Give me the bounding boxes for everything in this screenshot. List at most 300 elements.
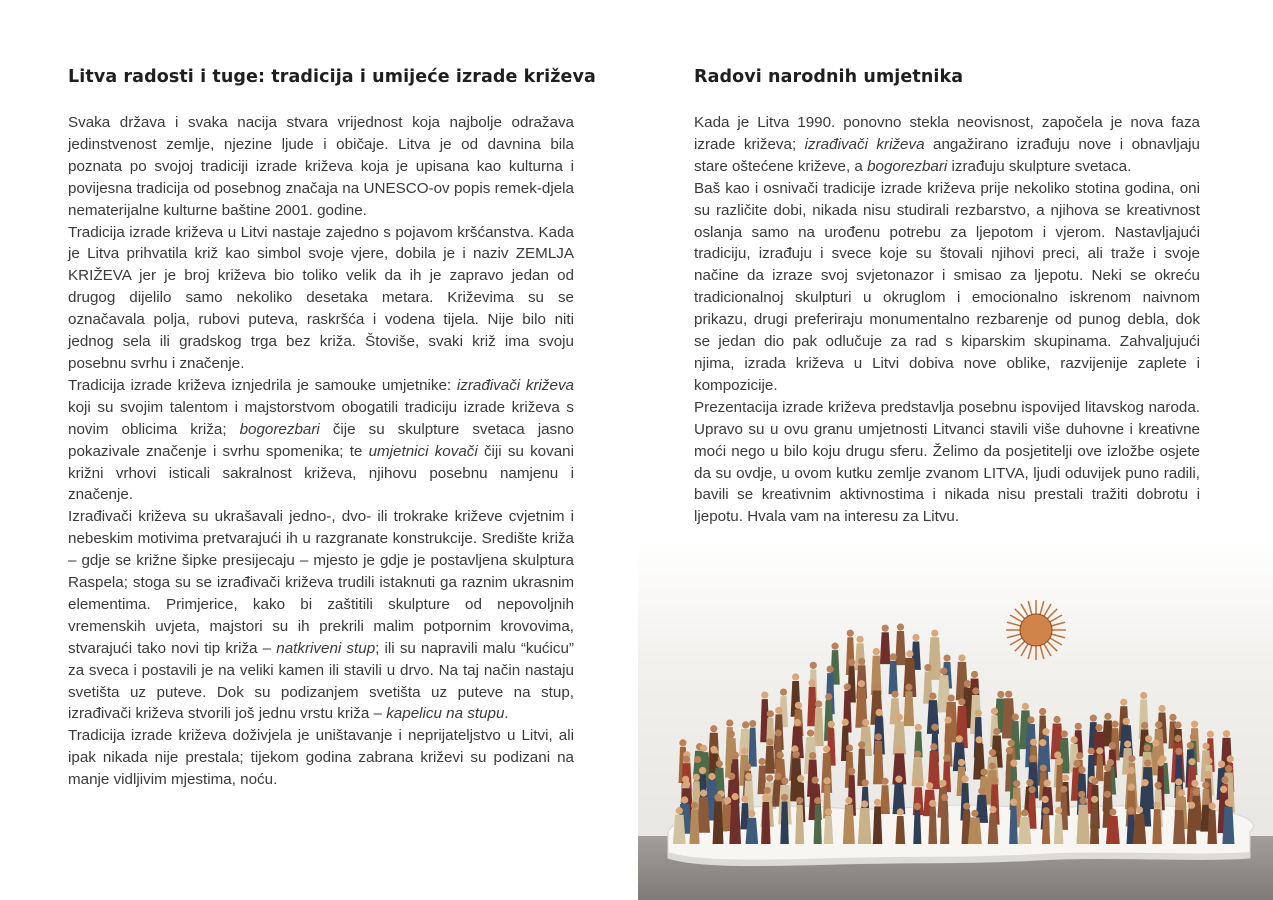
figure-head [812, 777, 819, 784]
figure-head [845, 797, 852, 804]
figure-head [761, 691, 768, 698]
figure-head [1207, 731, 1214, 738]
figure-head [716, 760, 723, 767]
figure-head [1112, 721, 1119, 728]
right-paragraph [694, 112, 1200, 178]
figure-head [1095, 724, 1102, 731]
figure-head [814, 797, 821, 804]
figure-head [929, 693, 936, 700]
carved-figure [904, 691, 915, 726]
figure-head [1202, 781, 1209, 788]
figure-head [1026, 779, 1033, 786]
figure-head [896, 714, 903, 721]
text-run: Tradicija izrade križeva doživjela je uništavanje i neprijateljstvo u Litvi, ali ipak nikada nije prestala; tijekom godina zabrana križevi su podizani na manje vidljivim mjestima, noću. [68, 727, 574, 789]
carved-figure [843, 691, 852, 733]
figure-head [1060, 786, 1067, 793]
sculpture-exhibit-image [638, 540, 1273, 900]
figure-head [971, 810, 978, 817]
figure-head [795, 702, 802, 709]
carved-figure [1096, 755, 1104, 781]
figure-head [823, 777, 830, 784]
figure-head [1191, 780, 1198, 787]
figure-head [1157, 759, 1164, 766]
carved-figure [1222, 807, 1234, 844]
figure-head [741, 795, 748, 802]
figure-head [1030, 739, 1037, 746]
figure-head [1044, 780, 1051, 787]
figure-head [1127, 807, 1134, 814]
figure-head [815, 700, 822, 707]
figure-head [1090, 715, 1097, 722]
figure-head [1109, 742, 1116, 749]
figure-head [676, 807, 683, 814]
figure-head [1078, 791, 1085, 798]
figure-head [1227, 755, 1234, 762]
figure-head [1188, 802, 1195, 809]
figure-head [810, 662, 817, 669]
figure-head [1022, 703, 1029, 710]
figure-head [732, 793, 739, 800]
left-paragraph [68, 112, 574, 222]
figure-head [997, 691, 1004, 698]
figure-head [873, 648, 880, 655]
figure-head [858, 658, 865, 665]
figure-head [842, 719, 849, 726]
figure-head [728, 730, 735, 737]
figure-head [956, 735, 963, 742]
figure-head [915, 780, 922, 787]
figure-head [1039, 739, 1046, 746]
figure-head [847, 630, 854, 637]
carved-figure [873, 741, 884, 784]
figure-head [1175, 748, 1182, 755]
figure-head [1042, 807, 1049, 814]
figure-head [931, 630, 938, 637]
figure-head [1008, 740, 1015, 747]
figure-head [744, 763, 751, 770]
figure-head [912, 634, 919, 641]
figure-head [749, 720, 756, 727]
text-run: Tradicija izrade križeva u Litvi nastaje zajedno s pojavom kršćanstva. Kada je Litva prihvatila križ kao simbol svoje vjere, dobila je i naziv ZEMLJA KRIŽEVA jer je broj križeva bio toliko velik da ih je zapravo jedan od drugog dijelilo samo nekoliko desetaka metara. Križevima su se označavala polja, rubovi puteva, raskršća i vodena tijela. Nije bilo niti jednog sela ili gradskog trga bez križa. Štoviše, svaki križ ima svoju posebnu svrhu i značenje. [68, 223, 574, 372]
figure-head [766, 738, 773, 745]
figure-head [792, 673, 799, 680]
figure-head [1027, 716, 1034, 723]
carved-figure [968, 817, 982, 844]
figure-head [781, 794, 788, 801]
carved-figure [1042, 815, 1050, 844]
figure-head [683, 756, 690, 763]
figure-head [1128, 783, 1135, 790]
figure-head [724, 797, 731, 804]
figure-head [1104, 764, 1111, 771]
text-run: čiji su kovani križni vrhovi isticali sakralnost križeva, njihovu posebnu namjenu i značenje. [68, 442, 574, 504]
figure-head [972, 687, 979, 694]
figure-head [890, 653, 897, 660]
figure-head [989, 762, 996, 769]
carved-figure [940, 802, 949, 844]
figure-head [905, 684, 912, 691]
figure-head [1053, 716, 1060, 723]
figure-head [1202, 743, 1209, 750]
carved-figure [895, 816, 905, 844]
figure-head [710, 746, 717, 753]
figure-head [1091, 778, 1098, 785]
figure-head [796, 797, 803, 804]
figure-head [978, 787, 985, 794]
figure-head [1061, 730, 1068, 737]
figure-head [943, 654, 950, 661]
figure-head [777, 751, 784, 758]
figure-head [1169, 714, 1176, 721]
figure-head [742, 721, 749, 728]
figure-head [929, 800, 936, 807]
figure-head [1220, 786, 1227, 793]
figure-head [1021, 809, 1028, 816]
figure-head [1005, 691, 1012, 698]
left-body [68, 112, 574, 791]
figure-head [1136, 806, 1143, 813]
figure-head [1191, 721, 1198, 728]
figure-head [1144, 759, 1151, 766]
carved-figure [697, 797, 710, 833]
italic-term: natkriveni stup [276, 639, 376, 657]
figure-head [1190, 733, 1197, 740]
figure-head [766, 775, 773, 782]
carved-figure [1207, 810, 1217, 844]
figure-head [781, 777, 788, 784]
figure-head [862, 719, 869, 726]
figure-head [825, 693, 832, 700]
text-run: izrađuju skulpture svetaca. [947, 157, 1132, 175]
left-paragraph [68, 222, 574, 375]
figure-head [1221, 776, 1228, 783]
figure-head [748, 810, 755, 817]
right-paragraph [694, 397, 1200, 528]
text-run: angažirano izrađuju nove i obnavljaju stare oštećene križeve, a [694, 135, 1200, 175]
figure-head [1040, 765, 1047, 772]
figure-head [732, 752, 739, 759]
figure-head [767, 710, 774, 717]
carved-figure [1106, 816, 1120, 844]
carved-figure [880, 785, 890, 814]
figure-head [1096, 747, 1103, 754]
figure-head [1076, 752, 1083, 759]
figure-head [858, 680, 865, 687]
figure-head [1225, 765, 1232, 772]
text-run: Izrađivači križeva su ukrašavali jedno-, dvo- ili trokrake križeve cvjetnim i nebeskim motivima pretvarajući ih u razgranate konstrukcije. Središte križa – gdje se križne šipke presijecaju – mjesto je gdje je postavljena skulptura Raspela; stoga su se izrađivači križeva trudili istaknuti ga raznim ukrasnim elementima. Primjerice, kako bi zaštitili skulpture od nepovoljnih vremenskih uvjeta, majstori su ih prekrili malim potpornim krovovima, stvarajući tako novi tip križa – [68, 508, 574, 657]
figure-head [1187, 742, 1194, 749]
figure-head [1124, 741, 1131, 748]
figure-head [958, 759, 965, 766]
figure-head [930, 743, 937, 750]
figure-head [926, 782, 933, 789]
figure-head [958, 698, 965, 705]
figure-head [762, 794, 769, 801]
text-run: Baš kao i osnivači tradicije izrade križeva prije nekoliko stotina godina, oni su različite dobi, nikada nisu studirali rezbarstvo, a njihova se kreativnost oslanja samo na urođenu potrebu za ljepotom i vjerom. Nastavljajući tradiciju, izrađuju i svece koje su štovali njihovi preci, ali traže i svoje načine da izraze svoj svjetonazor i smisao za ljepotu. Neki se okreću tradicionalnoj skulpturi u okruglom i emocionalno iskrenom naivnom prikazu, drugi preferiraju monumentalno rezbarenje od punog debla, dok se jedan dio pak odlučuje za rad s kiparskim skupinama. Zahvaljujući njima, izrada križeva u Litvi dobiva nove oblike, razvijenije zaplete i kompozicije. [694, 179, 1200, 394]
figure-head [1029, 755, 1036, 762]
figure-head [728, 773, 735, 780]
text-run: Prezentacija izrade križeva predstavlja posebnu ispovijed litavskog naroda. Upravo su u ovu granu umjetnosti Litvanci stavili više duhovne i kreativne moći nego u bilo koju drugu sferu. Želimo da posjetitelji ove izložbe osjete da su ovdje, u ovom kutku zemlje zvanom LITVA, ljudi oduvijek puno radili, bavili se kreativnim aktivnostima i nikada nisu prestali tražiti dobrotu i ljepotu. Hvala vam na interesu za Litvu. [694, 398, 1200, 526]
figure-head [991, 777, 998, 784]
figure-head [808, 679, 815, 686]
carved-figure [673, 815, 686, 844]
figure-head [976, 736, 983, 743]
figure-head [844, 683, 851, 690]
text-run: Kada je Litva 1990. ponovno stekla neovisnost, započela je nova faza izrade križeva; [694, 114, 1200, 153]
figure-head [897, 623, 904, 630]
text-run: . [504, 705, 509, 723]
text-run: Tradicija izrade križeva iznjedrila je samouke umjetnike: [68, 376, 457, 394]
figure-head [1141, 722, 1148, 729]
figure-head [882, 625, 889, 632]
figure-head [856, 636, 863, 643]
figure-head [745, 773, 752, 780]
left-paragraph [68, 506, 574, 725]
figure-head [700, 790, 707, 797]
figure-head [1104, 713, 1111, 720]
figure-head [981, 769, 988, 776]
left-paragraph [68, 725, 574, 791]
figure-head [943, 754, 950, 761]
italic-term: kapelicu na stupu [386, 705, 505, 723]
figure-head [714, 794, 721, 801]
figure-head [1080, 797, 1087, 804]
figure-head [1078, 766, 1085, 773]
carved-figure [814, 708, 824, 746]
figure-head [1140, 692, 1147, 699]
carved-figure [858, 808, 872, 844]
figure-head [1141, 779, 1148, 786]
figure-head [862, 779, 869, 786]
figure-head [809, 752, 816, 759]
carved-figure [843, 805, 855, 844]
carved-figure [749, 728, 757, 767]
figure-head [924, 664, 931, 671]
figure-head [1071, 736, 1078, 743]
text-run: čije su skulpture svetaca jasno pokazivale značenje i svrhu spomenika; te [68, 420, 575, 460]
figure-head [1010, 760, 1017, 767]
figure-head [828, 721, 835, 728]
figure-head [975, 710, 982, 717]
figure-head [1056, 757, 1063, 764]
carved-figure [765, 746, 775, 774]
figure-head [993, 728, 1000, 735]
carved-figure [1054, 815, 1064, 844]
carved-figure [895, 631, 906, 665]
figure-head [846, 744, 853, 751]
italic-term: izrađivači križeva [456, 376, 574, 394]
figure-head [693, 774, 700, 781]
carved-figure [1009, 806, 1018, 844]
figure-head [797, 775, 804, 782]
figure-head [964, 680, 971, 687]
carved-figure [689, 809, 699, 844]
figure-head [1203, 797, 1210, 804]
figure-head [941, 794, 948, 801]
figure-head [948, 694, 955, 701]
carved-figure [928, 807, 937, 844]
figure-head [991, 708, 998, 715]
figure-head [741, 747, 748, 754]
figure-head [858, 741, 865, 748]
figure-head [1039, 708, 1046, 715]
figure-head [775, 729, 782, 736]
figure-head [1091, 796, 1098, 803]
figure-head [1155, 721, 1162, 728]
figure-head [1204, 771, 1211, 778]
figure-head [945, 717, 952, 724]
figure-head [683, 781, 690, 788]
figure-head [699, 767, 706, 774]
sun-sculpture [1006, 600, 1066, 660]
figure-head [1223, 730, 1230, 737]
figure-head [1152, 739, 1159, 746]
right-paragraph [694, 178, 1200, 397]
figure-head [848, 768, 855, 775]
figure-head [726, 719, 733, 726]
figure-head [1144, 744, 1151, 751]
carved-figure [1152, 809, 1162, 844]
figure-head [1104, 791, 1111, 798]
italic-term: izrađivači križeva [804, 135, 925, 153]
figure-head [848, 659, 855, 666]
carved-figure [888, 661, 897, 694]
figure-head [758, 758, 765, 765]
figure-head [1205, 757, 1212, 764]
figure-head [1154, 801, 1161, 808]
figure-head [1120, 699, 1127, 706]
figure-head [1013, 780, 1020, 787]
figure-head [831, 643, 838, 650]
text-run: koji su svojim talentom i majstorstvom obogatili tradiciju izrade križeva s novim oblicima križa; [68, 398, 574, 438]
carved-figure [729, 801, 741, 844]
figure-head [989, 749, 996, 756]
figure-head [1006, 747, 1013, 754]
italic-term: umjetnici kovači [368, 442, 478, 460]
carved-figure [824, 816, 834, 844]
figure-head [1155, 782, 1162, 789]
figure-head [1062, 774, 1069, 781]
figure-head [895, 776, 902, 783]
carved-figure [761, 802, 770, 844]
text-run: Svaka država i svaka nacija stvara vrijednost koja najbolje odražava jedinstvenost zemlje, njezine ljude i običaje. Litva je od davnina bila poznata po svojoj tradiciji izrade križeva koja je upisana kao kulturna i povijesna tradicija od posebnog značaja na UNESCO-ov popis remek-djela nematerijalne kulturne baštine 2001. godine. [68, 114, 574, 219]
figure-head [1109, 808, 1116, 815]
figure-head [1029, 786, 1036, 793]
figure-head [1188, 758, 1195, 765]
right-heading: Radovi narodnih umjetnika [694, 67, 964, 87]
left-heading: Litva radosti i tuge: tradicija i umijeće izrade križeva [68, 67, 596, 87]
figure-head [1175, 778, 1182, 785]
carved-figure [1173, 810, 1185, 844]
figure-head [1128, 755, 1135, 762]
carved-figure [713, 801, 724, 844]
figure-head [774, 773, 781, 780]
figure-head [971, 671, 978, 678]
carved-figure [988, 814, 999, 844]
figure-head [1218, 761, 1225, 768]
carved-figure [903, 658, 916, 697]
figure-head [914, 803, 921, 810]
figure-head [793, 751, 800, 758]
carved-figure [1133, 814, 1146, 844]
figure-head [681, 796, 688, 803]
figure-head [780, 688, 787, 695]
figure-head [1012, 714, 1019, 721]
figure-head [1174, 721, 1181, 728]
figure-head [827, 666, 834, 673]
figure-head [1010, 799, 1017, 806]
figure-head [940, 668, 947, 675]
figure-head [700, 745, 707, 752]
figure-head [1075, 723, 1082, 730]
figure-head [931, 724, 938, 731]
figure-head [897, 808, 904, 815]
figure-head [1128, 767, 1135, 774]
figure-head [694, 756, 701, 763]
figure-head [708, 773, 715, 780]
figure-head [1042, 796, 1049, 803]
figure-head [807, 730, 814, 737]
figure-head [823, 746, 830, 753]
figure-head [825, 808, 832, 815]
figure-head [1209, 803, 1216, 810]
figure-head [906, 650, 913, 657]
figure-head [874, 799, 881, 806]
italic-term: bogorezbari [867, 157, 948, 175]
figure-head [915, 724, 922, 731]
carved-figure [1076, 805, 1089, 844]
figure-head [691, 802, 698, 809]
figure-head [875, 733, 882, 740]
figure-head [914, 750, 921, 757]
figure-head [989, 806, 996, 813]
figure-head [939, 780, 946, 787]
figure-head [1073, 760, 1080, 767]
figure-head [962, 776, 969, 783]
carved-figure [1018, 817, 1031, 844]
text-run: ; ili su napravili malu “kućicu” za sveca i postavili je na veliki kamen ili stavili u drvo. Na taj način nastaju svetišta uz puteve. Dok su podizanjem svetišta uz puteve na stup, izrađivači križeva stvorili još jednu vrstu križa – [68, 639, 574, 723]
figure-head [1178, 789, 1185, 796]
figure-head [1225, 799, 1232, 806]
figure-head [861, 800, 868, 807]
carved-figure [745, 818, 758, 844]
figure-head [1042, 728, 1049, 735]
sun-face [1020, 614, 1052, 646]
figure-head [896, 746, 903, 753]
figure-head [881, 778, 888, 785]
italic-term: bogorezbari [239, 420, 320, 438]
right-body [694, 112, 1200, 528]
figure-head [1088, 747, 1095, 754]
figure-head [873, 683, 880, 690]
figure-head [958, 654, 965, 661]
figure-head [679, 739, 686, 746]
left-paragraph [68, 375, 574, 506]
figure-head [794, 719, 801, 726]
figure-head [1055, 807, 1062, 814]
figure-head [1123, 718, 1130, 725]
figure-head [1193, 788, 1200, 795]
carved-figure [873, 806, 883, 844]
carved-figure [913, 810, 921, 844]
folk-sculptures-photo [638, 540, 1273, 900]
figure-head [775, 707, 782, 714]
figure-head [1174, 735, 1181, 742]
carved-figure [1090, 803, 1099, 844]
figure-head [1158, 705, 1165, 712]
figure-head [710, 725, 717, 732]
figure-head [1176, 802, 1183, 809]
